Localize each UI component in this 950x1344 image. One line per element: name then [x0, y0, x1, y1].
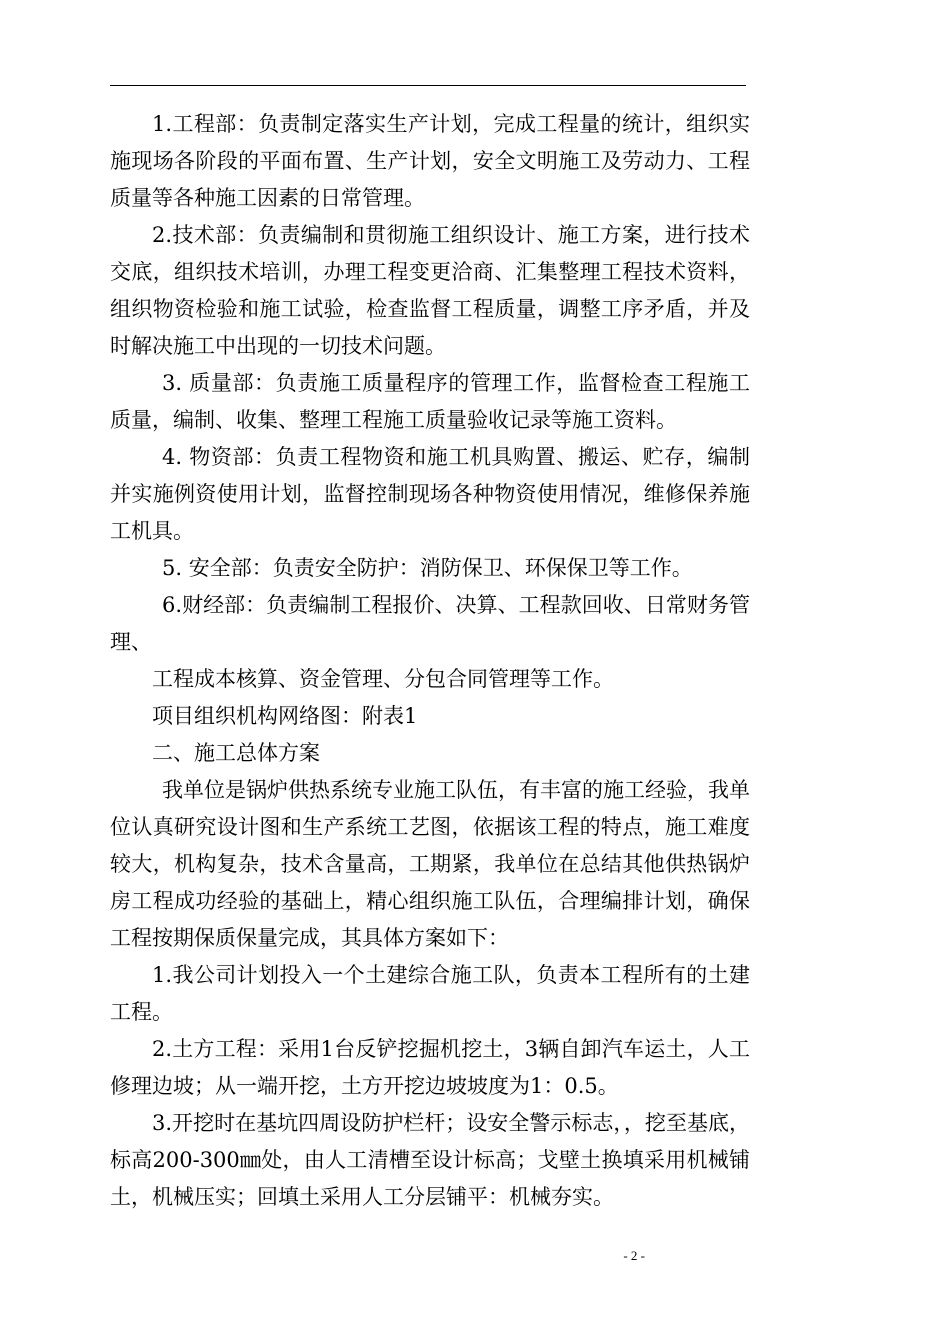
- paragraph-finance-dept: 6.财经部：负责编制工程报价、决算、工程款回收、日常财务管理、: [110, 593, 750, 654]
- paragraph-engineering-dept: 1.工程部：负责制定落实生产计划，完成工程量的统计，组织实施现场各阶段的平面布置、生产计划，安全文明施工及劳动力、工程质量等各种施工因素的日常管理。: [110, 112, 750, 210]
- paragraph-plan-item-3: 3.开挖时在基坑四周设防护栏杆；设安全警示标志，，挖至基底，标高200-300㎜处，由人工清槽至设计标高；戈壁土换填采用机械铺土，机械压实；回填土采用人工分层铺平：机械夯实。: [110, 1111, 750, 1209]
- paragraph-org-chart-ref: 项目组织机构网络图：附表1: [152, 704, 418, 728]
- paragraph-finance-dept-cont: 工程成本核算、资金管理、分包合同管理等工作。: [152, 667, 614, 691]
- paragraph-overall-plan-intro: 我单位是锅炉供热系统专业施工队伍，有丰富的施工经验，我单位认真研究设计图和生产系统工艺图，依据该工程的特点，施工难度较大，机构复杂，技术含量高，工期紧，我单位在总结其他供热锅炉房工程成功经验的基础上，精心组织施工队伍，合理编排计划，确保工程按期保质保量完成，其具体方案如下：: [110, 778, 750, 950]
- paragraph-plan-item-2: 2.土方工程：采用1台反铲挖掘机挖土，3辆自卸汽车运土，人工修理边坡；从一端开挖，土方开挖边坡坡度为1：0.5。: [110, 1037, 750, 1098]
- paragraph-materials-dept: 4. 物资部：负责工程物资和施工机具购置、搬运、贮存，编制并实施例资使用计划，监督控制现场各种物资使用情况，维修保养施工机具。: [110, 445, 750, 543]
- page-number: - 2 -: [623, 1248, 645, 1263]
- document-body: [110, 106, 750, 1216]
- header-rule: [110, 85, 746, 86]
- paragraph-plan-item-1: 1.我公司计划投入一个土建综合施工队，负责本工程所有的土建工程。: [110, 963, 750, 1024]
- paragraph-technical-dept: 2.技术部：负责编制和贯彻施工组织设计、施工方案，进行技术交底，组织技术培训，办理工程变更洽商、汇集整理工程技术资料，组织物资检验和施工试验，检查监督工程质量，调整工序矛盾，并及时解决施工中出现的一切技术问题。: [110, 223, 750, 358]
- paragraph-safety-dept: 5. 安全部：负责安全防护：消防保卫、环保保卫等工作。: [162, 556, 693, 580]
- paragraph-quality-dept: 3. 质量部：负责施工质量程序的管理工作，监督检查工程施工质量，编制、收集、整理工程施工质量验收记录等施工资料。: [110, 371, 750, 432]
- section-heading-overall-plan: 二、施工总体方案: [152, 741, 320, 765]
